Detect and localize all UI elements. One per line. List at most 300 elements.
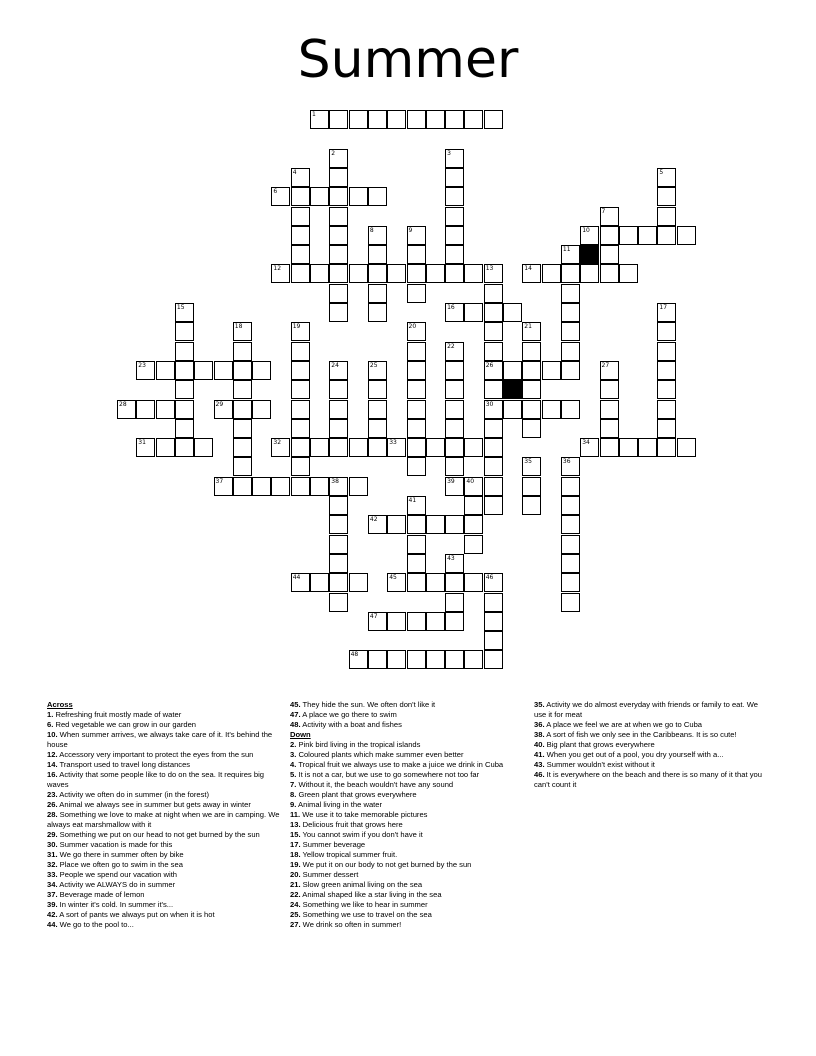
grid-cell[interactable] — [484, 419, 503, 438]
grid-cell[interactable] — [329, 303, 348, 322]
grid-cell[interactable] — [600, 400, 619, 419]
grid-cell[interactable] — [233, 400, 252, 419]
grid-cell[interactable] — [407, 650, 426, 669]
cell-clue-number: 46 — [485, 574, 494, 582]
grid-cell[interactable] — [233, 380, 252, 399]
grid-cell[interactable] — [503, 361, 522, 380]
grid-cell[interactable] — [445, 380, 464, 399]
grid-cell[interactable] — [252, 400, 271, 419]
clue-number: 5. — [290, 770, 297, 779]
grid-cell[interactable] — [445, 612, 464, 631]
grid-cell[interactable] — [600, 226, 619, 245]
grid-cell[interactable] — [464, 264, 483, 283]
grid-cell[interactable] — [600, 380, 619, 399]
grid-cell[interactable] — [445, 593, 464, 612]
grid-cell[interactable] — [407, 457, 426, 476]
grid-cell[interactable] — [291, 573, 310, 592]
grid-cell[interactable] — [252, 477, 271, 496]
grid-cell[interactable] — [291, 207, 310, 226]
grid-cell[interactable] — [214, 477, 233, 496]
across-clue — [47, 750, 280, 760]
grid-cell[interactable] — [484, 400, 503, 419]
grid-cell[interactable] — [233, 361, 252, 380]
clue-text: Activity with a boat and fishes — [300, 720, 402, 729]
grid-cell[interactable] — [136, 438, 155, 457]
grid-cell[interactable] — [484, 361, 503, 380]
across-clue-list-continued — [290, 700, 520, 730]
grid-cell[interactable] — [194, 438, 213, 457]
grid-cell[interactable] — [445, 226, 464, 245]
grid-cell[interactable] — [291, 438, 310, 457]
grid-cell[interactable] — [368, 303, 387, 322]
grid-cell[interactable] — [464, 110, 483, 129]
grid-cell[interactable] — [156, 400, 175, 419]
grid-cell[interactable] — [329, 187, 348, 206]
grid-cell[interactable] — [368, 400, 387, 419]
grid-cell[interactable] — [407, 515, 426, 534]
grid-cell[interactable] — [387, 650, 406, 669]
grid-cell[interactable] — [677, 438, 696, 457]
grid-cell[interactable] — [580, 264, 599, 283]
grid-cell[interactable] — [329, 477, 348, 496]
grid-cell[interactable] — [310, 573, 329, 592]
grid-cell[interactable] — [329, 361, 348, 380]
grid-cell[interactable] — [329, 264, 348, 283]
grid-cell[interactable] — [484, 477, 503, 496]
grid-cell[interactable] — [291, 322, 310, 341]
cell-clue-number: 1 — [312, 111, 316, 118]
grid-cell[interactable] — [349, 650, 368, 669]
grid-cell[interactable] — [445, 573, 464, 592]
grid-cell[interactable] — [561, 361, 580, 380]
grid-cell[interactable] — [291, 245, 310, 264]
grid-cell[interactable] — [368, 245, 387, 264]
grid-cell[interactable] — [445, 245, 464, 264]
grid-cell[interactable] — [561, 535, 580, 554]
across-clue-list — [47, 710, 280, 930]
grid-cell[interactable] — [445, 187, 464, 206]
grid-cell[interactable] — [291, 168, 310, 187]
clue-text: Red vegetable we can grow in our garden — [53, 720, 197, 729]
grid-cell[interactable] — [600, 245, 619, 264]
clue-text: A place we feel we are at when we go to Cuba — [544, 720, 703, 729]
grid-cell[interactable] — [349, 110, 368, 129]
grid-cell[interactable] — [291, 477, 310, 496]
grid-cell[interactable] — [657, 322, 676, 341]
grid-cell[interactable] — [542, 264, 561, 283]
grid-cell[interactable] — [387, 438, 406, 457]
across-clue — [290, 700, 520, 710]
across-clue — [47, 900, 280, 910]
grid-cell[interactable] — [561, 245, 580, 264]
grid-cell[interactable] — [445, 554, 464, 573]
clue-text: Animal shaped like a star living in the sea — [300, 890, 442, 899]
cell-clue-number: 42 — [369, 516, 378, 524]
grid-cell[interactable] — [368, 110, 387, 129]
grid-cell[interactable] — [329, 496, 348, 515]
grid-cell[interactable] — [368, 419, 387, 438]
grid-cell[interactable] — [484, 457, 503, 476]
grid-cell[interactable] — [484, 496, 503, 515]
grid-cell[interactable] — [329, 573, 348, 592]
grid-cell[interactable] — [464, 477, 483, 496]
grid-cell[interactable] — [445, 477, 464, 496]
grid-cell[interactable] — [329, 168, 348, 187]
across-clue — [47, 840, 280, 850]
grid-cell[interactable] — [522, 322, 541, 341]
grid-cell[interactable] — [368, 650, 387, 669]
grid-cell[interactable] — [561, 264, 580, 283]
down-clue — [290, 900, 520, 910]
grid-cell[interactable] — [657, 342, 676, 361]
grid-cell[interactable] — [484, 438, 503, 457]
grid-cell[interactable] — [175, 438, 194, 457]
grid-cell[interactable] — [329, 207, 348, 226]
clue-text: Yellow tropical summer fruit. — [300, 850, 398, 859]
grid-cell[interactable] — [387, 264, 406, 283]
grid-cell[interactable] — [387, 573, 406, 592]
grid-cell[interactable] — [484, 612, 503, 631]
grid-cell[interactable] — [657, 226, 676, 245]
grid-cell[interactable] — [657, 438, 676, 457]
grid-cell[interactable] — [445, 650, 464, 669]
down-clue — [290, 790, 520, 800]
grid-cell[interactable] — [600, 361, 619, 380]
across-clue — [47, 730, 280, 750]
grid-cell[interactable] — [484, 322, 503, 341]
grid-cell[interactable] — [407, 245, 426, 264]
clue-number: 15. — [290, 830, 301, 839]
grid-cell[interactable] — [349, 438, 368, 457]
grid-cell[interactable] — [426, 612, 445, 631]
across-clue — [47, 790, 280, 800]
grid-cell[interactable] — [503, 400, 522, 419]
grid-cell[interactable] — [445, 419, 464, 438]
grid-cell[interactable] — [310, 110, 329, 129]
grid-cell[interactable] — [387, 515, 406, 534]
grid-cell[interactable] — [657, 419, 676, 438]
grid-cell[interactable] — [445, 457, 464, 476]
grid-cell[interactable] — [426, 110, 445, 129]
grid-cell[interactable] — [445, 264, 464, 283]
grid-cell[interactable] — [484, 650, 503, 669]
grid-cell[interactable] — [561, 573, 580, 592]
grid-cell[interactable] — [484, 284, 503, 303]
grid-cell[interactable] — [484, 380, 503, 399]
grid-cell[interactable] — [233, 457, 252, 476]
grid-cell[interactable] — [349, 477, 368, 496]
grid-cell[interactable] — [426, 264, 445, 283]
grid-cell[interactable] — [464, 303, 483, 322]
grid-cell[interactable] — [407, 342, 426, 361]
grid-cell[interactable] — [310, 438, 329, 457]
grid-cell[interactable] — [561, 284, 580, 303]
grid-cell[interactable] — [464, 535, 483, 554]
grid-cell[interactable] — [522, 477, 541, 496]
grid-cell[interactable] — [484, 631, 503, 650]
grid-cell[interactable] — [580, 226, 599, 245]
grid-cell[interactable] — [291, 226, 310, 245]
grid-cell[interactable] — [522, 457, 541, 476]
grid-cell[interactable] — [464, 573, 483, 592]
grid-cell[interactable] — [329, 400, 348, 419]
grid-cell[interactable] — [175, 419, 194, 438]
cell-clue-number: 43 — [447, 554, 455, 562]
grid-cell[interactable] — [368, 612, 387, 631]
grid-cell[interactable] — [464, 515, 483, 534]
grid-cell[interactable] — [561, 477, 580, 496]
across-clue — [290, 720, 520, 730]
grid-cell[interactable] — [657, 207, 676, 226]
grid-cell[interactable] — [271, 264, 290, 283]
grid-cell[interactable] — [291, 264, 310, 283]
grid-cell[interactable] — [175, 303, 194, 322]
grid-cell[interactable] — [407, 361, 426, 380]
grid-cell[interactable] — [445, 168, 464, 187]
grid-cell[interactable] — [407, 380, 426, 399]
grid-cell[interactable] — [329, 110, 348, 129]
grid-cell[interactable] — [407, 438, 426, 457]
grid-cell[interactable] — [407, 496, 426, 515]
grid-cell[interactable] — [657, 400, 676, 419]
clue-number: 44. — [47, 920, 58, 929]
grid-cell[interactable] — [561, 515, 580, 534]
grid-cell[interactable] — [368, 438, 387, 457]
grid-cell[interactable] — [407, 226, 426, 245]
grid-cell[interactable] — [677, 226, 696, 245]
grid-cell[interactable] — [368, 515, 387, 534]
grid-cell[interactable] — [252, 361, 271, 380]
grid-cell[interactable] — [445, 361, 464, 380]
grid-cell[interactable] — [503, 303, 522, 322]
clue-text: Refreshing fruit mostly made of water — [53, 710, 182, 719]
grid-cell[interactable] — [464, 496, 483, 515]
clue-text: People we spend our vacation with — [57, 870, 178, 879]
grid-cell[interactable] — [368, 264, 387, 283]
grid-cell[interactable] — [349, 573, 368, 592]
grid-cell[interactable] — [484, 573, 503, 592]
grid-cell[interactable] — [291, 187, 310, 206]
grid-cell[interactable] — [329, 419, 348, 438]
grid-cell[interactable] — [464, 650, 483, 669]
grid-cell[interactable] — [657, 187, 676, 206]
grid-cell[interactable] — [329, 149, 348, 168]
grid-cell[interactable] — [271, 477, 290, 496]
grid-cell[interactable] — [291, 419, 310, 438]
grid-cell[interactable] — [522, 380, 541, 399]
down-clue — [290, 770, 520, 780]
grid-cell[interactable] — [329, 438, 348, 457]
grid-cell[interactable] — [600, 207, 619, 226]
grid-cell[interactable] — [657, 168, 676, 187]
grid-cell[interactable] — [271, 438, 290, 457]
grid-cell[interactable] — [619, 438, 638, 457]
grid-cell[interactable] — [310, 477, 329, 496]
grid-cell[interactable] — [291, 342, 310, 361]
grid-cell[interactable] — [484, 593, 503, 612]
grid-cell[interactable] — [600, 438, 619, 457]
grid-cell[interactable] — [329, 380, 348, 399]
grid-cell[interactable] — [233, 322, 252, 341]
grid-cell[interactable] — [387, 612, 406, 631]
clue-text: Activity that some people like to do on the sea. It requires big waves — [47, 770, 264, 789]
grid-cell[interactable] — [175, 400, 194, 419]
grid-cell[interactable] — [522, 361, 541, 380]
grid-cell[interactable] — [291, 361, 310, 380]
grid-cell[interactable] — [233, 477, 252, 496]
grid-cell[interactable] — [638, 226, 657, 245]
grid-cell[interactable] — [349, 264, 368, 283]
cell-clue-number: 47 — [369, 612, 378, 620]
clue-number: 8. — [290, 790, 297, 799]
grid-cell[interactable] — [310, 187, 329, 206]
grid-cell[interactable] — [368, 187, 387, 206]
grid-cell[interactable] — [542, 361, 561, 380]
grid-cell[interactable] — [136, 400, 155, 419]
grid-cell[interactable] — [522, 342, 541, 361]
grid-cell[interactable] — [407, 264, 426, 283]
grid-cell[interactable] — [329, 554, 348, 573]
clue-number: 18. — [290, 850, 301, 859]
grid-cell[interactable] — [464, 438, 483, 457]
grid-cell[interactable] — [407, 400, 426, 419]
grid-cell[interactable] — [484, 110, 503, 129]
grid-cell[interactable] — [368, 284, 387, 303]
grid-cell[interactable] — [484, 303, 503, 322]
grid-cell[interactable] — [484, 264, 503, 283]
grid-cell[interactable] — [522, 419, 541, 438]
grid-cell[interactable] — [329, 284, 348, 303]
grid-cell[interactable] — [329, 515, 348, 534]
grid-cell[interactable] — [657, 303, 676, 322]
clue-text: Delicious fruit that grows here — [300, 820, 403, 829]
grid-cell[interactable] — [175, 342, 194, 361]
grid-cell[interactable] — [561, 457, 580, 476]
cell-clue-number: 24 — [331, 361, 339, 369]
grid-cell[interactable] — [445, 438, 464, 457]
grid-cell[interactable] — [638, 438, 657, 457]
grid-cell[interactable] — [522, 400, 541, 419]
grid-cell[interactable] — [561, 303, 580, 322]
grid-cell[interactable] — [561, 554, 580, 573]
grid-cell[interactable] — [214, 400, 233, 419]
grid-cell[interactable] — [407, 554, 426, 573]
grid-cell[interactable] — [445, 515, 464, 534]
grid-cell[interactable] — [136, 361, 155, 380]
grid-cell[interactable] — [600, 264, 619, 283]
grid-cell[interactable] — [407, 322, 426, 341]
grid-cell[interactable] — [175, 322, 194, 341]
grid-cell[interactable] — [271, 187, 290, 206]
grid-cell[interactable] — [561, 400, 580, 419]
cell-clue-number: 5 — [659, 168, 664, 176]
grid-cell[interactable] — [426, 650, 445, 669]
grid-cell[interactable] — [561, 322, 580, 341]
grid-cell[interactable] — [233, 438, 252, 457]
grid-cell[interactable] — [542, 400, 561, 419]
down-clue — [534, 730, 764, 740]
down-clue — [290, 880, 520, 890]
clue-number: 6. — [47, 720, 54, 729]
cell-clue-number: 16 — [447, 304, 455, 311]
grid-cell[interactable] — [657, 380, 676, 399]
grid-cell[interactable] — [600, 419, 619, 438]
grid-cell[interactable] — [445, 149, 464, 168]
grid-cell[interactable] — [445, 400, 464, 419]
grid-cell[interactable] — [291, 400, 310, 419]
clue-text: When summer arrives, we always take care of it. It's behind the house — [47, 730, 273, 749]
cell-clue-number: 37 — [215, 477, 224, 485]
grid-cell[interactable] — [407, 419, 426, 438]
grid-cell[interactable] — [407, 284, 426, 303]
clue-number: 14. — [47, 760, 58, 769]
grid-cell[interactable] — [407, 110, 426, 129]
grid-cell[interactable] — [233, 342, 252, 361]
grid-cell[interactable] — [561, 342, 580, 361]
grid-cell[interactable] — [619, 226, 638, 245]
grid-cell[interactable] — [407, 535, 426, 554]
grid-cell[interactable] — [484, 342, 503, 361]
grid-cell[interactable] — [580, 438, 599, 457]
grid-cell[interactable] — [426, 515, 445, 534]
grid-cell[interactable] — [407, 612, 426, 631]
grid-cell[interactable] — [561, 496, 580, 515]
grid-cell[interactable] — [368, 361, 387, 380]
cell-clue-number: 30 — [485, 400, 494, 408]
grid-cell[interactable] — [368, 226, 387, 245]
grid-cell[interactable] — [329, 535, 348, 554]
grid-cell[interactable] — [387, 110, 406, 129]
grid-cell[interactable] — [156, 361, 175, 380]
grid-cell[interactable] — [194, 361, 213, 380]
grid-cell[interactable] — [522, 496, 541, 515]
across-clue — [47, 870, 280, 880]
grid-cell[interactable] — [175, 361, 194, 380]
grid-cell[interactable] — [368, 380, 387, 399]
grid-cell[interactable] — [426, 438, 445, 457]
cell-clue-number: 34 — [582, 439, 590, 447]
grid-cell[interactable] — [522, 264, 541, 283]
grid-cell[interactable] — [445, 303, 464, 322]
grid-cell[interactable] — [214, 361, 233, 380]
grid-cell[interactable] — [291, 380, 310, 399]
grid-cell[interactable] — [329, 245, 348, 264]
grid-cell[interactable] — [619, 264, 638, 283]
grid-cell[interactable] — [329, 593, 348, 612]
grid-cell[interactable] — [445, 342, 464, 361]
grid-cell[interactable] — [349, 187, 368, 206]
clue-number: 36. — [534, 720, 545, 729]
grid-cell[interactable] — [291, 457, 310, 476]
grid-cell[interactable] — [657, 361, 676, 380]
grid-cell[interactable] — [117, 400, 136, 419]
grid-cell[interactable] — [561, 593, 580, 612]
cell-clue-number: 26 — [485, 361, 494, 369]
grid-cell[interactable] — [426, 573, 445, 592]
grid-cell[interactable] — [156, 438, 175, 457]
grid-cell[interactable] — [329, 226, 348, 245]
grid-cell[interactable] — [445, 207, 464, 226]
grid-cell[interactable] — [233, 419, 252, 438]
grid-cell[interactable] — [445, 110, 464, 129]
grid-cell[interactable] — [310, 264, 329, 283]
clue-text: We go there in summer often by bike — [57, 850, 184, 859]
clue-text: A sort of fish we only see in the Caribbeans. It is so cute! — [544, 730, 737, 739]
grid-cell[interactable] — [407, 573, 426, 592]
grid-cell[interactable] — [175, 380, 194, 399]
cell-clue-number: 25 — [369, 361, 378, 369]
down-clue-list-continued — [534, 700, 764, 790]
